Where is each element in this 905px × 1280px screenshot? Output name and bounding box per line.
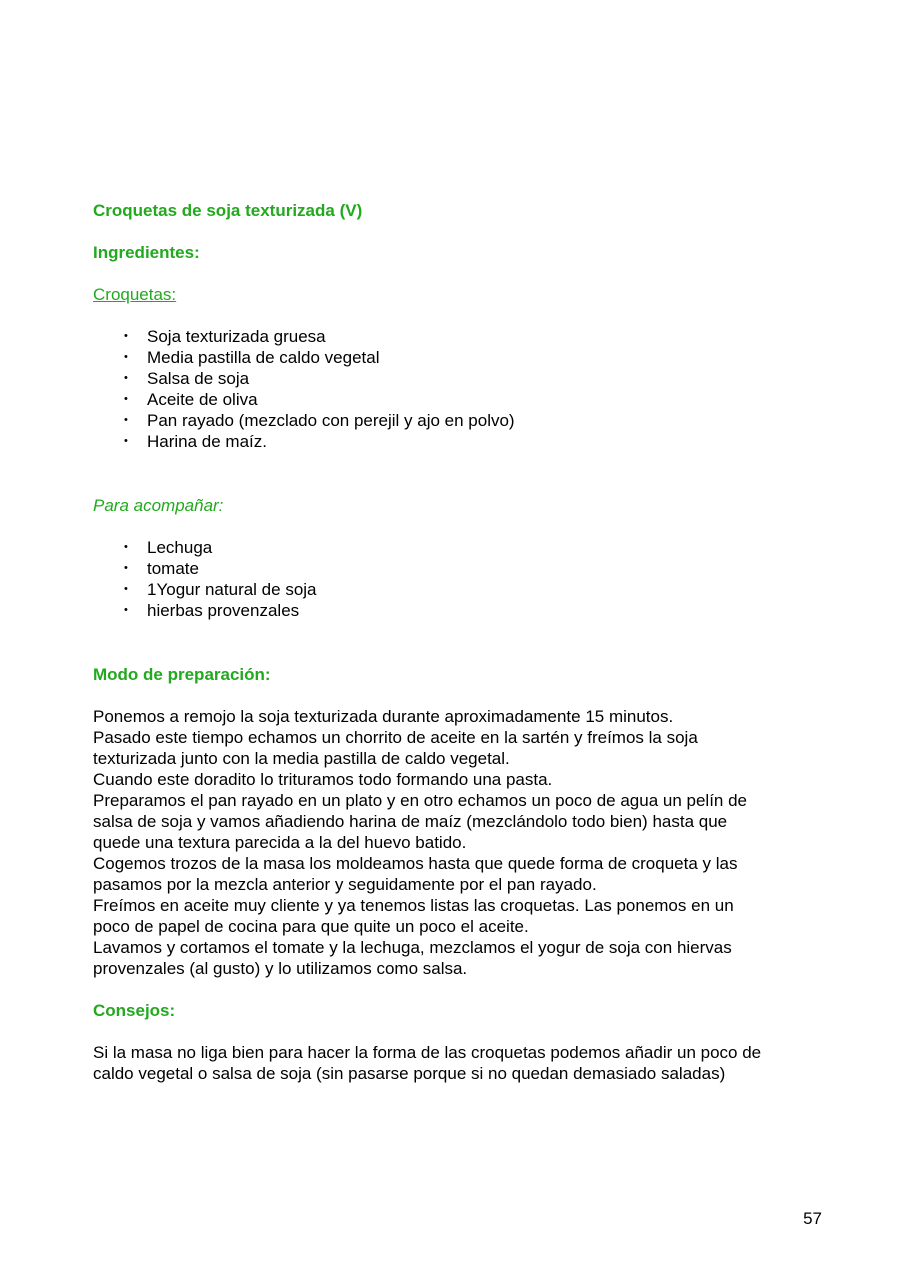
preparation-line: quede una textura parecida a la del huevo batido. [93, 833, 467, 852]
bullet-icon: • [124, 330, 128, 342]
bullet-icon: • [124, 435, 128, 447]
bullet-icon: • [124, 583, 128, 595]
preparation-line: Ponemos a remojo la soja texturizada durante aproximadamente 15 minutos. [93, 707, 674, 726]
preparation-heading: Modo de preparación: [93, 665, 271, 684]
recipe-page [93, 199, 833, 1084]
page-number: 57 [803, 1209, 822, 1228]
acompanar-subheading: Para acompañar: [93, 496, 224, 515]
tips-line: Si la masa no liga bien para hacer la forma de las croquetas podemos añadir un poco de [93, 1043, 762, 1062]
preparation-line: Cuando este doradito lo trituramos todo formando una pasta. [93, 770, 553, 789]
tips-line: caldo vegetal o salsa de soja (sin pasarse porque si no quedan demasiado saladas) [93, 1064, 726, 1083]
list-item: • Soja texturizada gruesa [124, 327, 326, 346]
preparation-line: provenzales (al gusto) y lo utilizamos como salsa. [93, 959, 468, 978]
bullet-icon: • [124, 393, 128, 405]
list-item: • tomate [124, 559, 199, 578]
list-item: • Media pastilla de caldo vegetal [124, 348, 380, 367]
ingredients-heading: Ingredientes: [93, 243, 200, 262]
preparation-line: texturizada junto con la media pastilla de caldo vegetal. [93, 749, 510, 768]
list-item: • Lechuga [124, 538, 213, 557]
bullet-icon: • [124, 372, 128, 384]
list-item: • 1Yogur natural de soja [124, 580, 317, 599]
bullet-icon: • [124, 541, 128, 553]
preparation-line: poco de papel de cocina para que quite un poco el aceite. [93, 917, 529, 936]
bullet-icon: • [124, 414, 128, 426]
list-item: • Salsa de soja [124, 369, 250, 388]
preparation-line: Preparamos el pan rayado en un plato y en otro echamos un poco de agua un pelín de [93, 791, 748, 810]
list-item: • Harina de maíz. [124, 432, 267, 451]
croquetas-subheading: Croquetas: [93, 285, 177, 304]
preparation-line: salsa de soja y vamos añadiendo harina de maíz (mezclándolo todo bien) hasta que [93, 812, 728, 831]
preparation-line: Lavamos y cortamos el tomate y la lechuga, mezclamos el yogur de soja con hiervas [93, 938, 732, 957]
bullet-icon: • [124, 351, 128, 363]
preparation-line: Cogemos trozos de la masa los moldeamos hasta que quede forma de croqueta y las [93, 854, 738, 873]
bullet-icon: • [124, 562, 128, 574]
tips-heading: Consejos: [93, 1001, 176, 1020]
preparation-text [93, 706, 833, 979]
bullet-icon: • [124, 604, 128, 616]
preparation-line: pasamos por la mezcla anterior y seguidamente por el pan rayado. [93, 875, 597, 894]
croquetas-ingredient-list [93, 326, 833, 452]
recipe-title: Croquetas de soja texturizada (V) [93, 201, 363, 220]
tips-text [93, 1042, 833, 1084]
list-item: • Aceite de oliva [124, 390, 258, 409]
list-item: • Pan rayado (mezclado con perejil y ajo en polvo) [124, 411, 515, 430]
acompanar-list [93, 537, 833, 621]
preparation-line: Freímos en aceite muy cliente y ya tenemos listas las croquetas. Las ponemos en un [93, 896, 734, 915]
preparation-line: Pasado este tiempo echamos un chorrito de aceite en la sartén y freímos la soja [93, 728, 698, 747]
list-item: • hierbas provenzales [124, 601, 300, 620]
